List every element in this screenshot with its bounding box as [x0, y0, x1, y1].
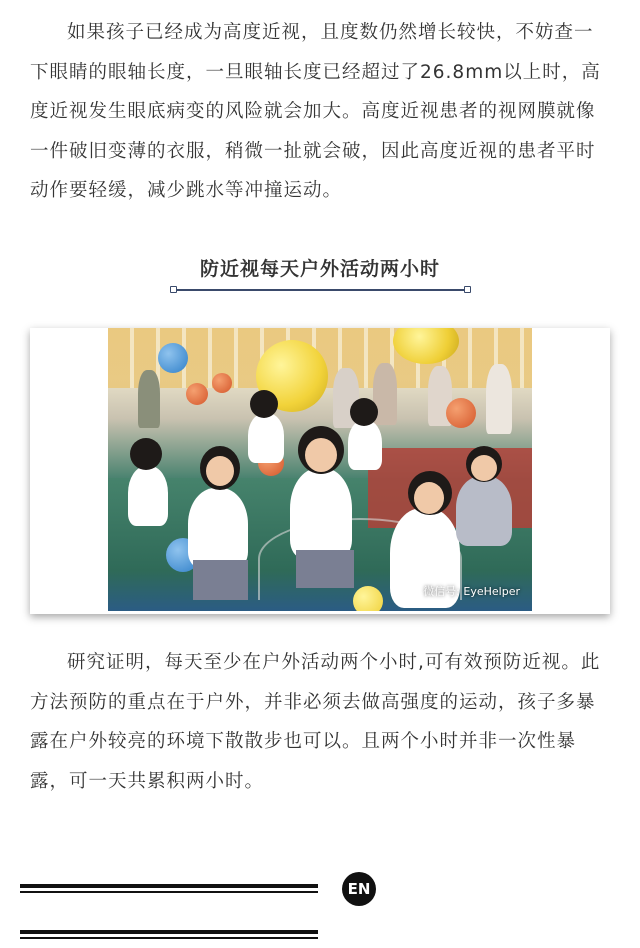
child-face [305, 438, 337, 472]
orange-ball [446, 398, 476, 428]
research-paragraph: 研究证明，每天至少在户外活动两个小时,可有效预防近视。此方法预防的重点在于户外，并非必须去做高强度的运动，孩子多暴露在户外较亮的环境下散散步也可以。且两个小时并非一次性暴露，可一天共累积两小时。 [30, 652, 601, 792]
child-figure [348, 420, 382, 470]
footer-divider-bar [20, 937, 318, 939]
child-skirt [296, 550, 354, 588]
wechat-watermark: 微信号: EyeHelper [423, 585, 520, 598]
intro-paragraph: 如果孩子已经成为高度近视，且度数仍然增长较快，不妨查一下眼睛的眼轴长度，一旦眼轴长度已经超过了26.8mm以上时，高度近视发生眼底病变的风险就会加大。高度近视患者的视网膜就像一件破旧变薄的衣服，稍微一扯就会破，因此高度近视的患者平时动作要轻缓，减少跳水等冲撞运动。 [30, 22, 601, 201]
child-figure [456, 476, 512, 546]
blue-ball [158, 343, 188, 373]
child-face [471, 455, 497, 481]
orange-ball [186, 383, 208, 405]
yellow-ball [353, 586, 383, 611]
child-figure [248, 413, 284, 463]
child-face [206, 456, 234, 486]
footer-divider-bar [20, 930, 318, 934]
footer-divider-bar [20, 884, 318, 888]
child-figure [188, 488, 248, 568]
children-playing-basketballs-photo[interactable] [108, 328, 532, 611]
child-figure [290, 468, 352, 558]
photo-card [30, 328, 610, 614]
child-figure [128, 466, 168, 526]
footer-divider-bar [20, 891, 318, 893]
child-skirt [193, 560, 248, 600]
underline-right-endpoint [464, 286, 471, 293]
child-head [130, 438, 162, 470]
adult-figure [486, 364, 512, 434]
child-head [250, 390, 278, 418]
underline-left-endpoint [170, 286, 177, 293]
adult-figure [138, 370, 160, 428]
section-heading: 防近视每天户外活动两小时 [199, 258, 440, 280]
child-face [414, 482, 444, 514]
en-badge[interactable]: EN [342, 872, 376, 906]
child-head [350, 398, 378, 426]
heading-underline [174, 289, 468, 291]
orange-ball [212, 373, 232, 393]
